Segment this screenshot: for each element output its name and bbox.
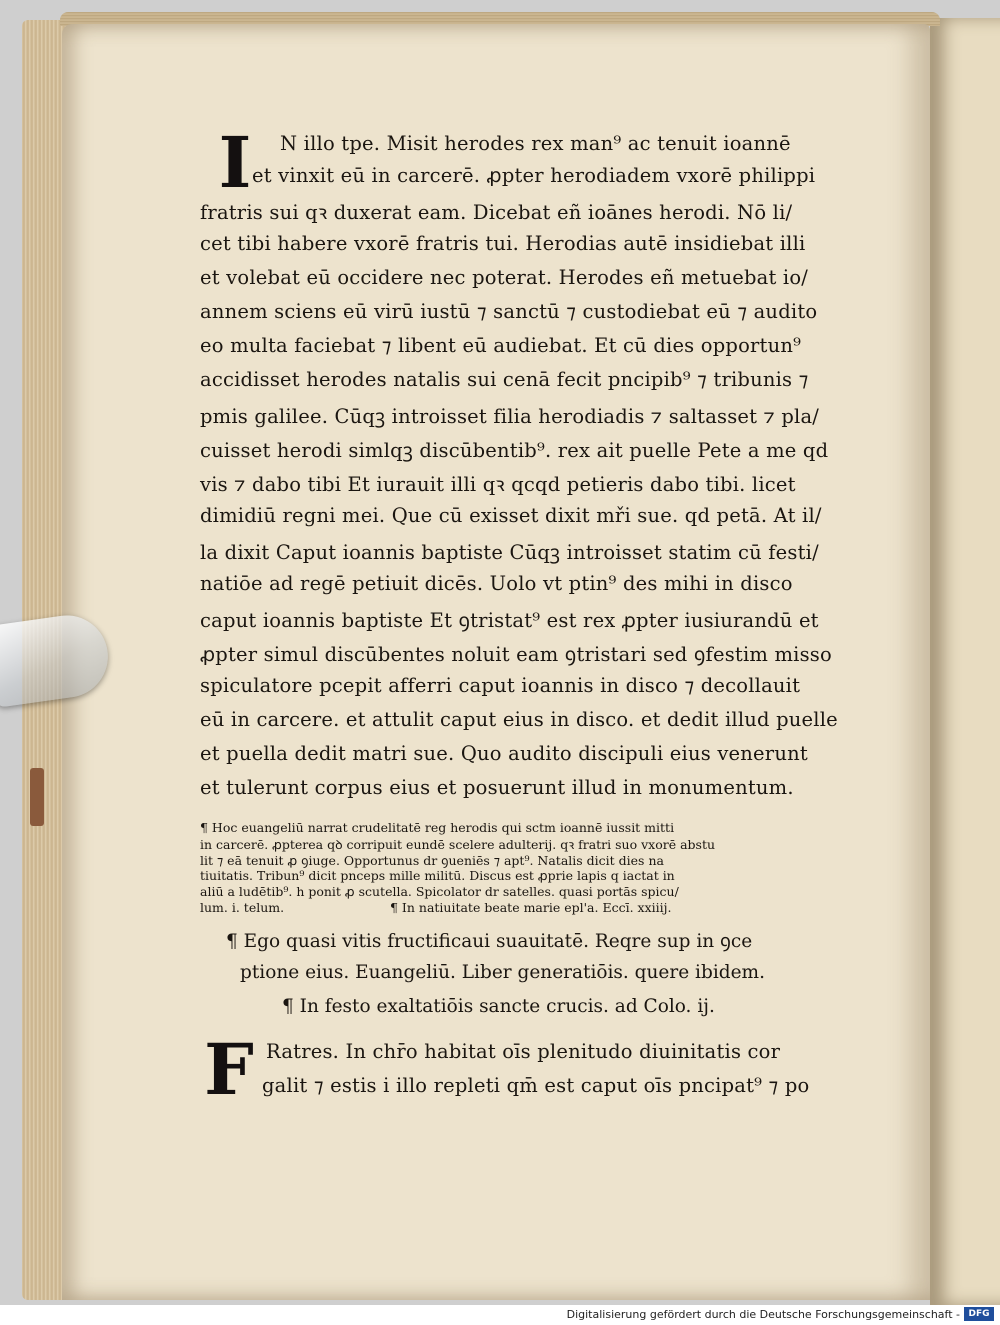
commentary-line: lit ⁊ eā tenuit ꝓ ꝯiuge. Opportunus dr ꝯueniēs ⁊ apt⁹. Natalis dicit dies na	[200, 853, 664, 868]
reading-line: ¶ Ego quasi vitis fructificaui suauitatē. Reqre sup in ꝯce	[226, 931, 753, 952]
footer-credit: Digitalisierung gefördert durch die Deutsche Forschungsgemeinschaft -	[566, 1308, 960, 1321]
text-line: Ratres. In chr̄o habitat oīs plenitudo diuinitatis cor	[266, 1040, 781, 1063]
rubric-nativity: ¶ In natiuitate beate marie epl'a. Eccī. xxiiij.	[390, 900, 672, 915]
text-line: et puella dedit matri sue. Quo audito discipuli eius venerunt	[200, 742, 808, 765]
text-line: vis ⁊ dabo tibi Et iurauit illi qꝛ qcqd petieris dabo tibi. licet	[200, 473, 796, 496]
decorated-initial-i: I	[218, 121, 252, 204]
text-line: la dixit Caput ioannis baptiste Cūqꝫ introisset statim cū festi/	[200, 541, 819, 564]
commentary-line: tiuitatis. Tribun⁹ dicit pnceps mille militū. Discus est ꝓprie lapis q iactat in	[200, 868, 675, 883]
text-line: N illo tpe. Misit herodes rex man⁹ ac tenuit ioannē	[280, 132, 791, 155]
commentary-line: in carcerē. ꝓpterea qꝺ corripuit eundē scelere adulterij. qꝛ fratri suo vxorē abstu	[200, 837, 716, 852]
text-line: et volebat eū occidere nec poterat. Herodes eñ metuebat io/	[200, 266, 809, 289]
text-line: spiculatore pcepit afferri caput ioannis in disco ⁊ decollauit	[200, 674, 801, 697]
page-marker-tab	[30, 768, 44, 826]
text-line: accidisset herodes natalis sui cenā fecit pncipib⁹ ⁊ tribunis ⁊	[200, 368, 809, 391]
commentary-line: aliū a ludētib⁹. h ponit ꝓ scutella. Spicolator dr satelles. quasi portās spicu/	[200, 884, 679, 899]
text-line: et tulerunt corpus eius et posuerunt illud in monumentum.	[200, 776, 794, 799]
commentary-line: ¶ Hoc euangeliū narrat crudelitatē reg herodis qui sctm ioannē iussit mitti	[200, 820, 675, 835]
reading-line: ptione eius. Euangeliū. Liber generatiōis. quere ibidem.	[240, 962, 765, 983]
text-line: cuisset herodi simlqꝫ discūbentib⁹. rex ait puelle Pete a me qd	[200, 439, 829, 462]
commentary-line: lum. i. telum.	[200, 900, 285, 915]
text-line: pmis galilee. Cūqꝫ introisset filia herodiadis ⁊ saltasset ⁊ pla/	[200, 405, 820, 428]
text-line: et vinxit eū in carcerē. ꝓpter herodiadem vxorē philippi	[252, 164, 816, 187]
text-line: dimidiū regni mei. Que cū exisset dixit mři sue. qd petā. At il/	[200, 504, 822, 527]
text-line: cet tibi habere vxorē fratris tui. Herodias autē insidiebat illi	[200, 232, 806, 255]
decorated-initial-f: F	[204, 1028, 254, 1111]
text-line: eo multa faciebat ⁊ libent eū audiebat. Et cū dies opportun⁹	[200, 334, 802, 357]
text-line: natiōe ad regē petiuit dicēs. Uolo vt ptin⁹ des mihi in disco	[200, 572, 793, 595]
text-line: annem sciens eū virū iustū ⁊ sanctū ⁊ custodiebat eū ⁊ audito	[200, 300, 818, 323]
text-line: galit ⁊ estis i illo repleti qm̄ est caput oīs pncipat⁹ ⁊ po	[262, 1074, 810, 1097]
text-line: ꝓpter simul discūbentes noluit eam ꝯtristari sed ꝯfestim misso	[200, 643, 832, 666]
facing-page-edge	[930, 18, 1000, 1305]
text-line: fratris sui qꝛ duxerat eam. Dicebat eñ ioānes herodi. Nō li/	[200, 201, 793, 224]
text-line: caput ioannis baptiste Et ꝯtristat⁹ est rex ꝓpter iusiurandū et	[200, 609, 819, 632]
rubric-exaltation: ¶ In festo exaltatiōis sancte crucis. ad Colo. ij.	[282, 996, 715, 1017]
text-line: eū in carcere. et attulit caput eius in disco. et dedit illud puelle	[200, 708, 838, 731]
footer-bar	[0, 1305, 1000, 1325]
dfg-logo: DFG	[964, 1307, 994, 1321]
